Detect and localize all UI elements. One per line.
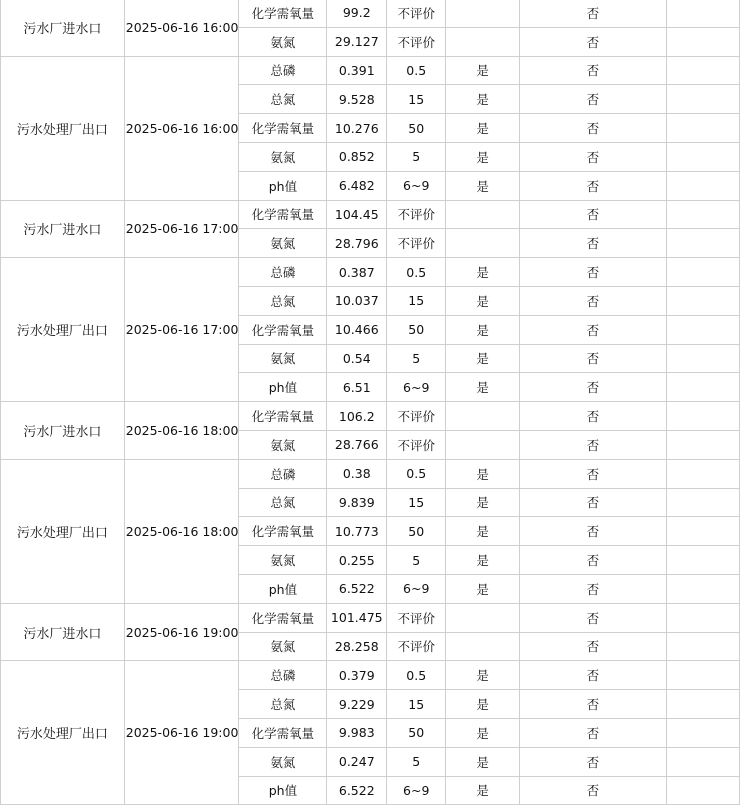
standard-limit-cell: 0.5 [387, 56, 446, 85]
meets-standard-cell [446, 229, 520, 258]
standard-limit-cell: 不评价 [387, 402, 446, 431]
table-body [1, 0, 740, 805]
meets-standard-cell [446, 632, 520, 661]
meets-standard-cell [446, 27, 520, 56]
meets-standard-cell: 是 [446, 114, 520, 143]
meets-standard-cell: 是 [446, 344, 520, 373]
standard-limit-cell: 5 [387, 142, 446, 171]
pollutant-item-cell: ph值 [239, 776, 327, 805]
site-name-cell: 污水厂进水口 [1, 603, 125, 661]
measured-value-cell: 6.482 [327, 171, 387, 200]
pollutant-item-cell: 总磷 [239, 258, 327, 287]
empty-cell [666, 373, 739, 402]
exceeds-standard-cell: 否 [519, 27, 666, 56]
meets-standard-cell [446, 430, 520, 459]
empty-cell [666, 258, 739, 287]
measured-value-cell: 99.2 [327, 0, 387, 27]
standard-limit-cell: 5 [387, 344, 446, 373]
measured-value-cell: 28.796 [327, 229, 387, 258]
exceeds-standard-cell: 否 [519, 459, 666, 488]
pollutant-item-cell: 氨氮 [239, 229, 327, 258]
standard-limit-cell: 不评价 [387, 200, 446, 229]
measured-value-cell: 0.852 [327, 142, 387, 171]
measured-value-cell: 10.773 [327, 517, 387, 546]
measured-value-cell: 0.379 [327, 661, 387, 690]
monitoring-time-cell: 2025-06-16 17:00 [124, 200, 239, 258]
exceeds-standard-cell: 否 [519, 142, 666, 171]
table-row [1, 402, 740, 431]
pollutant-item-cell: ph值 [239, 373, 327, 402]
exceeds-standard-cell: 否 [519, 488, 666, 517]
meets-standard-cell: 是 [446, 258, 520, 287]
exceeds-standard-cell: 否 [519, 603, 666, 632]
exceeds-standard-cell: 否 [519, 56, 666, 85]
standard-limit-cell: 不评价 [387, 229, 446, 258]
empty-cell [666, 488, 739, 517]
standard-limit-cell: 6~9 [387, 776, 446, 805]
pollutant-item-cell: 化学需氧量 [239, 402, 327, 431]
standard-limit-cell: 不评价 [387, 0, 446, 27]
pollutant-item-cell: 氨氮 [239, 546, 327, 575]
measured-value-cell: 104.45 [327, 200, 387, 229]
pollutant-item-cell: 氨氮 [239, 632, 327, 661]
measured-value-cell: 28.766 [327, 430, 387, 459]
exceeds-standard-cell: 否 [519, 200, 666, 229]
exceeds-standard-cell: 否 [519, 85, 666, 114]
meets-standard-cell: 是 [446, 574, 520, 603]
measured-value-cell: 9.839 [327, 488, 387, 517]
exceeds-standard-cell: 否 [519, 430, 666, 459]
measured-value-cell: 9.983 [327, 718, 387, 747]
pollutant-item-cell: 总氮 [239, 85, 327, 114]
meets-standard-cell: 是 [446, 56, 520, 85]
empty-cell [666, 85, 739, 114]
meets-standard-cell: 是 [446, 142, 520, 171]
meets-standard-cell [446, 402, 520, 431]
pollutant-item-cell: 总氮 [239, 690, 327, 719]
exceeds-standard-cell: 否 [519, 0, 666, 27]
meets-standard-cell: 是 [446, 661, 520, 690]
pollutant-item-cell: 总氮 [239, 286, 327, 315]
exceeds-standard-cell: 否 [519, 373, 666, 402]
empty-cell [666, 517, 739, 546]
meets-standard-cell: 是 [446, 286, 520, 315]
measured-value-cell: 28.258 [327, 632, 387, 661]
pollutant-item-cell: 总磷 [239, 56, 327, 85]
standard-limit-cell: 50 [387, 517, 446, 546]
table-row [1, 661, 740, 690]
standard-limit-cell: 5 [387, 747, 446, 776]
site-name-cell: 污水处理厂出口 [1, 258, 125, 402]
exceeds-standard-cell: 否 [519, 344, 666, 373]
measured-value-cell: 9.528 [327, 85, 387, 114]
measured-value-cell: 106.2 [327, 402, 387, 431]
empty-cell [666, 603, 739, 632]
site-name-cell: 污水处理厂出口 [1, 56, 125, 200]
meets-standard-cell [446, 0, 520, 27]
pollutant-item-cell: 总磷 [239, 661, 327, 690]
standard-limit-cell: 不评价 [387, 632, 446, 661]
empty-cell [666, 459, 739, 488]
standard-limit-cell: 50 [387, 315, 446, 344]
site-name-cell: 污水处理厂出口 [1, 459, 125, 603]
exceeds-standard-cell: 否 [519, 286, 666, 315]
monitoring-time-cell: 2025-06-16 18:00 [124, 402, 239, 460]
standard-limit-cell: 0.5 [387, 661, 446, 690]
empty-cell [666, 574, 739, 603]
meets-standard-cell: 是 [446, 747, 520, 776]
meets-standard-cell: 是 [446, 85, 520, 114]
meets-standard-cell: 是 [446, 488, 520, 517]
pollutant-item-cell: 总磷 [239, 459, 327, 488]
empty-cell [666, 56, 739, 85]
standard-limit-cell: 15 [387, 85, 446, 114]
empty-cell [666, 776, 739, 805]
measured-value-cell: 0.387 [327, 258, 387, 287]
table-row [1, 200, 740, 229]
table-row [1, 0, 740, 27]
standard-limit-cell: 15 [387, 488, 446, 517]
pollutant-item-cell: 氨氮 [239, 344, 327, 373]
exceeds-standard-cell: 否 [519, 661, 666, 690]
monitoring-time-cell: 2025-06-16 19:00 [124, 603, 239, 661]
monitoring-time-cell: 2025-06-16 16:00 [124, 0, 239, 56]
meets-standard-cell: 是 [446, 171, 520, 200]
exceeds-standard-cell: 否 [519, 747, 666, 776]
meets-standard-cell: 是 [446, 718, 520, 747]
pollutant-item-cell: 氨氮 [239, 142, 327, 171]
pollutant-item-cell: 氨氮 [239, 430, 327, 459]
empty-cell [666, 718, 739, 747]
exceeds-standard-cell: 否 [519, 776, 666, 805]
table-row [1, 603, 740, 632]
empty-cell [666, 430, 739, 459]
measured-value-cell: 101.475 [327, 603, 387, 632]
monitoring-time-cell: 2025-06-16 18:00 [124, 459, 239, 603]
pollutant-item-cell: 化学需氧量 [239, 517, 327, 546]
exceeds-standard-cell: 否 [519, 546, 666, 575]
empty-cell [666, 402, 739, 431]
measured-value-cell: 10.276 [327, 114, 387, 143]
table-row [1, 56, 740, 85]
pollutant-item-cell: 化学需氧量 [239, 603, 327, 632]
pollutant-item-cell: 总氮 [239, 488, 327, 517]
standard-limit-cell: 15 [387, 286, 446, 315]
empty-cell [666, 747, 739, 776]
empty-cell [666, 114, 739, 143]
measured-value-cell: 10.037 [327, 286, 387, 315]
standard-limit-cell: 不评价 [387, 603, 446, 632]
meets-standard-cell: 是 [446, 373, 520, 402]
standard-limit-cell: 50 [387, 114, 446, 143]
site-name-cell: 污水厂进水口 [1, 402, 125, 460]
monitoring-time-cell: 2025-06-16 16:00 [124, 56, 239, 200]
site-name-cell: 污水处理厂出口 [1, 661, 125, 805]
empty-cell [666, 200, 739, 229]
meets-standard-cell: 是 [446, 517, 520, 546]
empty-cell [666, 690, 739, 719]
empty-cell [666, 546, 739, 575]
standard-limit-cell: 5 [387, 546, 446, 575]
standard-limit-cell: 6~9 [387, 373, 446, 402]
measured-value-cell: 0.255 [327, 546, 387, 575]
empty-cell [666, 229, 739, 258]
measured-value-cell: 6.51 [327, 373, 387, 402]
exceeds-standard-cell: 否 [519, 258, 666, 287]
pollutant-item-cell: ph值 [239, 171, 327, 200]
exceeds-standard-cell: 否 [519, 574, 666, 603]
pollutant-item-cell: 氨氮 [239, 27, 327, 56]
exceeds-standard-cell: 否 [519, 315, 666, 344]
measured-value-cell: 10.466 [327, 315, 387, 344]
empty-cell [666, 27, 739, 56]
pollutant-item-cell: 化学需氧量 [239, 0, 327, 27]
standard-limit-cell: 不评价 [387, 27, 446, 56]
meets-standard-cell: 是 [446, 546, 520, 575]
measured-value-cell: 9.229 [327, 690, 387, 719]
measured-value-cell: 6.522 [327, 574, 387, 603]
measured-value-cell: 0.38 [327, 459, 387, 488]
monitoring-time-cell: 2025-06-16 17:00 [124, 258, 239, 402]
standard-limit-cell: 6~9 [387, 574, 446, 603]
exceeds-standard-cell: 否 [519, 718, 666, 747]
site-name-cell: 污水厂进水口 [1, 0, 125, 56]
empty-cell [666, 315, 739, 344]
measured-value-cell: 0.391 [327, 56, 387, 85]
measured-value-cell: 29.127 [327, 27, 387, 56]
meets-standard-cell: 是 [446, 776, 520, 805]
empty-cell [666, 661, 739, 690]
pollutant-item-cell: 化学需氧量 [239, 200, 327, 229]
standard-limit-cell: 0.5 [387, 258, 446, 287]
exceeds-standard-cell: 否 [519, 171, 666, 200]
empty-cell [666, 286, 739, 315]
empty-cell [666, 632, 739, 661]
monitoring-time-cell: 2025-06-16 19:00 [124, 661, 239, 805]
exceeds-standard-cell: 否 [519, 690, 666, 719]
standard-limit-cell: 15 [387, 690, 446, 719]
meets-standard-cell: 是 [446, 315, 520, 344]
measured-value-cell: 0.54 [327, 344, 387, 373]
measured-value-cell: 6.522 [327, 776, 387, 805]
meets-standard-cell: 是 [446, 690, 520, 719]
table-row [1, 459, 740, 488]
site-name-cell: 污水厂进水口 [1, 200, 125, 258]
empty-cell [666, 171, 739, 200]
pollutant-item-cell: 化学需氧量 [239, 114, 327, 143]
pollutant-item-cell: ph值 [239, 574, 327, 603]
standard-limit-cell: 不评价 [387, 430, 446, 459]
empty-cell [666, 0, 739, 27]
table-row [1, 258, 740, 287]
standard-limit-cell: 50 [387, 718, 446, 747]
meets-standard-cell [446, 200, 520, 229]
exceeds-standard-cell: 否 [519, 517, 666, 546]
measured-value-cell: 0.247 [327, 747, 387, 776]
exceeds-standard-cell: 否 [519, 632, 666, 661]
pollutant-item-cell: 化学需氧量 [239, 718, 327, 747]
exceeds-standard-cell: 否 [519, 114, 666, 143]
meets-standard-cell: 是 [446, 459, 520, 488]
meets-standard-cell [446, 603, 520, 632]
empty-cell [666, 142, 739, 171]
pollutant-item-cell: 化学需氧量 [239, 315, 327, 344]
standard-limit-cell: 0.5 [387, 459, 446, 488]
exceeds-standard-cell: 否 [519, 402, 666, 431]
standard-limit-cell: 6~9 [387, 171, 446, 200]
pollutant-item-cell: 氨氮 [239, 747, 327, 776]
empty-cell [666, 344, 739, 373]
exceeds-standard-cell: 否 [519, 229, 666, 258]
